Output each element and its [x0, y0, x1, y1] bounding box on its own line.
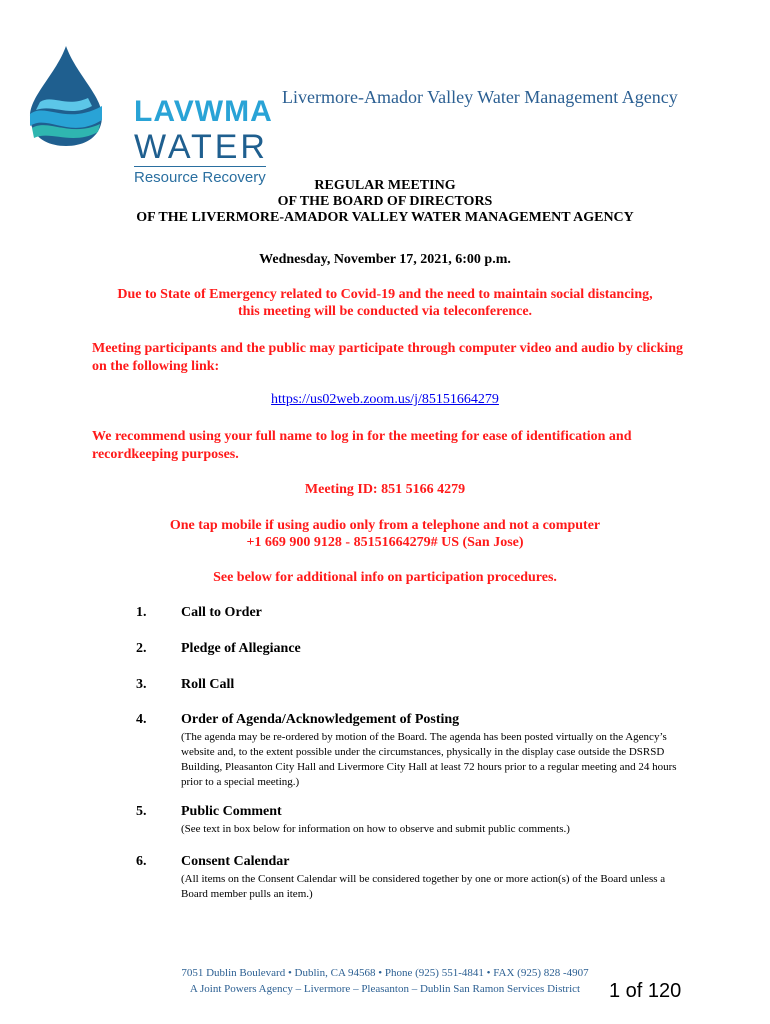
agenda-item-number: 4. — [136, 712, 147, 727]
agenda-item-description: (The agenda may be re-ordered by motion of the Board. The agenda has been posted virtually on the Agency’s website and, to the extent possible under the circumstances, physically in the display case outside the DSRSD Building, Pleasanton City Hall and Livermore City Hall at least 72 hours prior to a regular meeting and 24 hours prior to a special meeting.) — [181, 731, 677, 788]
lavwma-logo — [26, 44, 273, 186]
meeting-id: Meeting ID: 851 5166 4279 — [304, 482, 466, 497]
meeting-title — [0, 178, 770, 226]
agenda-item-title: Consent Calendar — [181, 854, 290, 869]
logo-tagline: Resource Recovery — [134, 166, 266, 187]
zoom-link[interactable]: https://us02web.zoom.us/j/85151664279 — [271, 392, 499, 407]
logo-title: LAVWMA — [134, 95, 273, 128]
agenda-item-title: Public Comment — [181, 804, 282, 819]
agenda-item-title: Order of Agenda/Acknowledgement of Posting — [181, 712, 460, 727]
agenda-item-title: Pledge of Allegiance — [181, 641, 301, 656]
covid-notice-line-1: Due to State of Emergency related to Covid-19 and the need to maintain social distancing, — [117, 287, 653, 302]
meeting-date: Wednesday, November 17, 2021, 6:00 p.m. — [259, 252, 511, 267]
title-line-2: OF THE BOARD OF DIRECTORS — [277, 194, 493, 209]
covid-notice — [0, 286, 770, 320]
one-tap-line-2: +1 669 900 9128 - 85151664279# US (San Jose) — [246, 535, 524, 550]
page-indicator: 1 of 120 — [609, 980, 682, 1002]
agenda-item-number: 1. — [136, 605, 147, 620]
one-tap-mobile — [0, 517, 770, 551]
agenda-item-number: 3. — [136, 677, 147, 692]
title-line-1: REGULAR MEETING — [314, 178, 456, 193]
one-tap-line-1: One tap mobile if using audio only from a telephone and not a computer — [169, 518, 601, 533]
see-below-note: See below for additional info on participation procedures. — [213, 570, 557, 585]
footer-joint-powers: A Joint Powers Agency – Livermore – Pleasanton – Dublin San Ramon Services District — [189, 983, 581, 995]
agency-name: Livermore-Amador Valley Water Management Agency — [282, 87, 678, 107]
title-line-3: OF THE LIVERMORE-AMADOR VALLEY WATER MANAGEMENT AGENCY — [136, 210, 634, 225]
agenda-item-number: 5. — [136, 804, 147, 819]
agenda-item-description: (All items on the Consent Calendar will be considered together by one or more action(s) of the Board unless a Board member pulls an item.) — [181, 873, 666, 900]
logo-subtitle: WATER — [134, 128, 268, 166]
recommend-text: We recommend using your full name to log in for the meeting for ease of identification and recordkeeping purposes. — [92, 429, 632, 462]
covid-notice-line-2: this meeting will be conducted via teleconference. — [237, 304, 533, 319]
agenda-item-number: 2. — [136, 641, 147, 656]
agenda-item-description: (See text in box below for information on how to observe and submit public comments.) — [181, 823, 570, 835]
participation-text: Meeting participants and the public may participate through computer video and audio by clicking on the following link: — [92, 341, 684, 374]
agenda-item-title: Call to Order — [181, 605, 262, 620]
agenda-item-title: Roll Call — [181, 677, 235, 692]
water-drop-icon — [26, 44, 106, 148]
agenda-item-number: 6. — [136, 854, 147, 869]
footer-address: 7051 Dublin Boulevard • Dublin, CA 94568 • Phone (925) 551-4841 • FAX (925) 828 -4907 — [181, 967, 589, 979]
